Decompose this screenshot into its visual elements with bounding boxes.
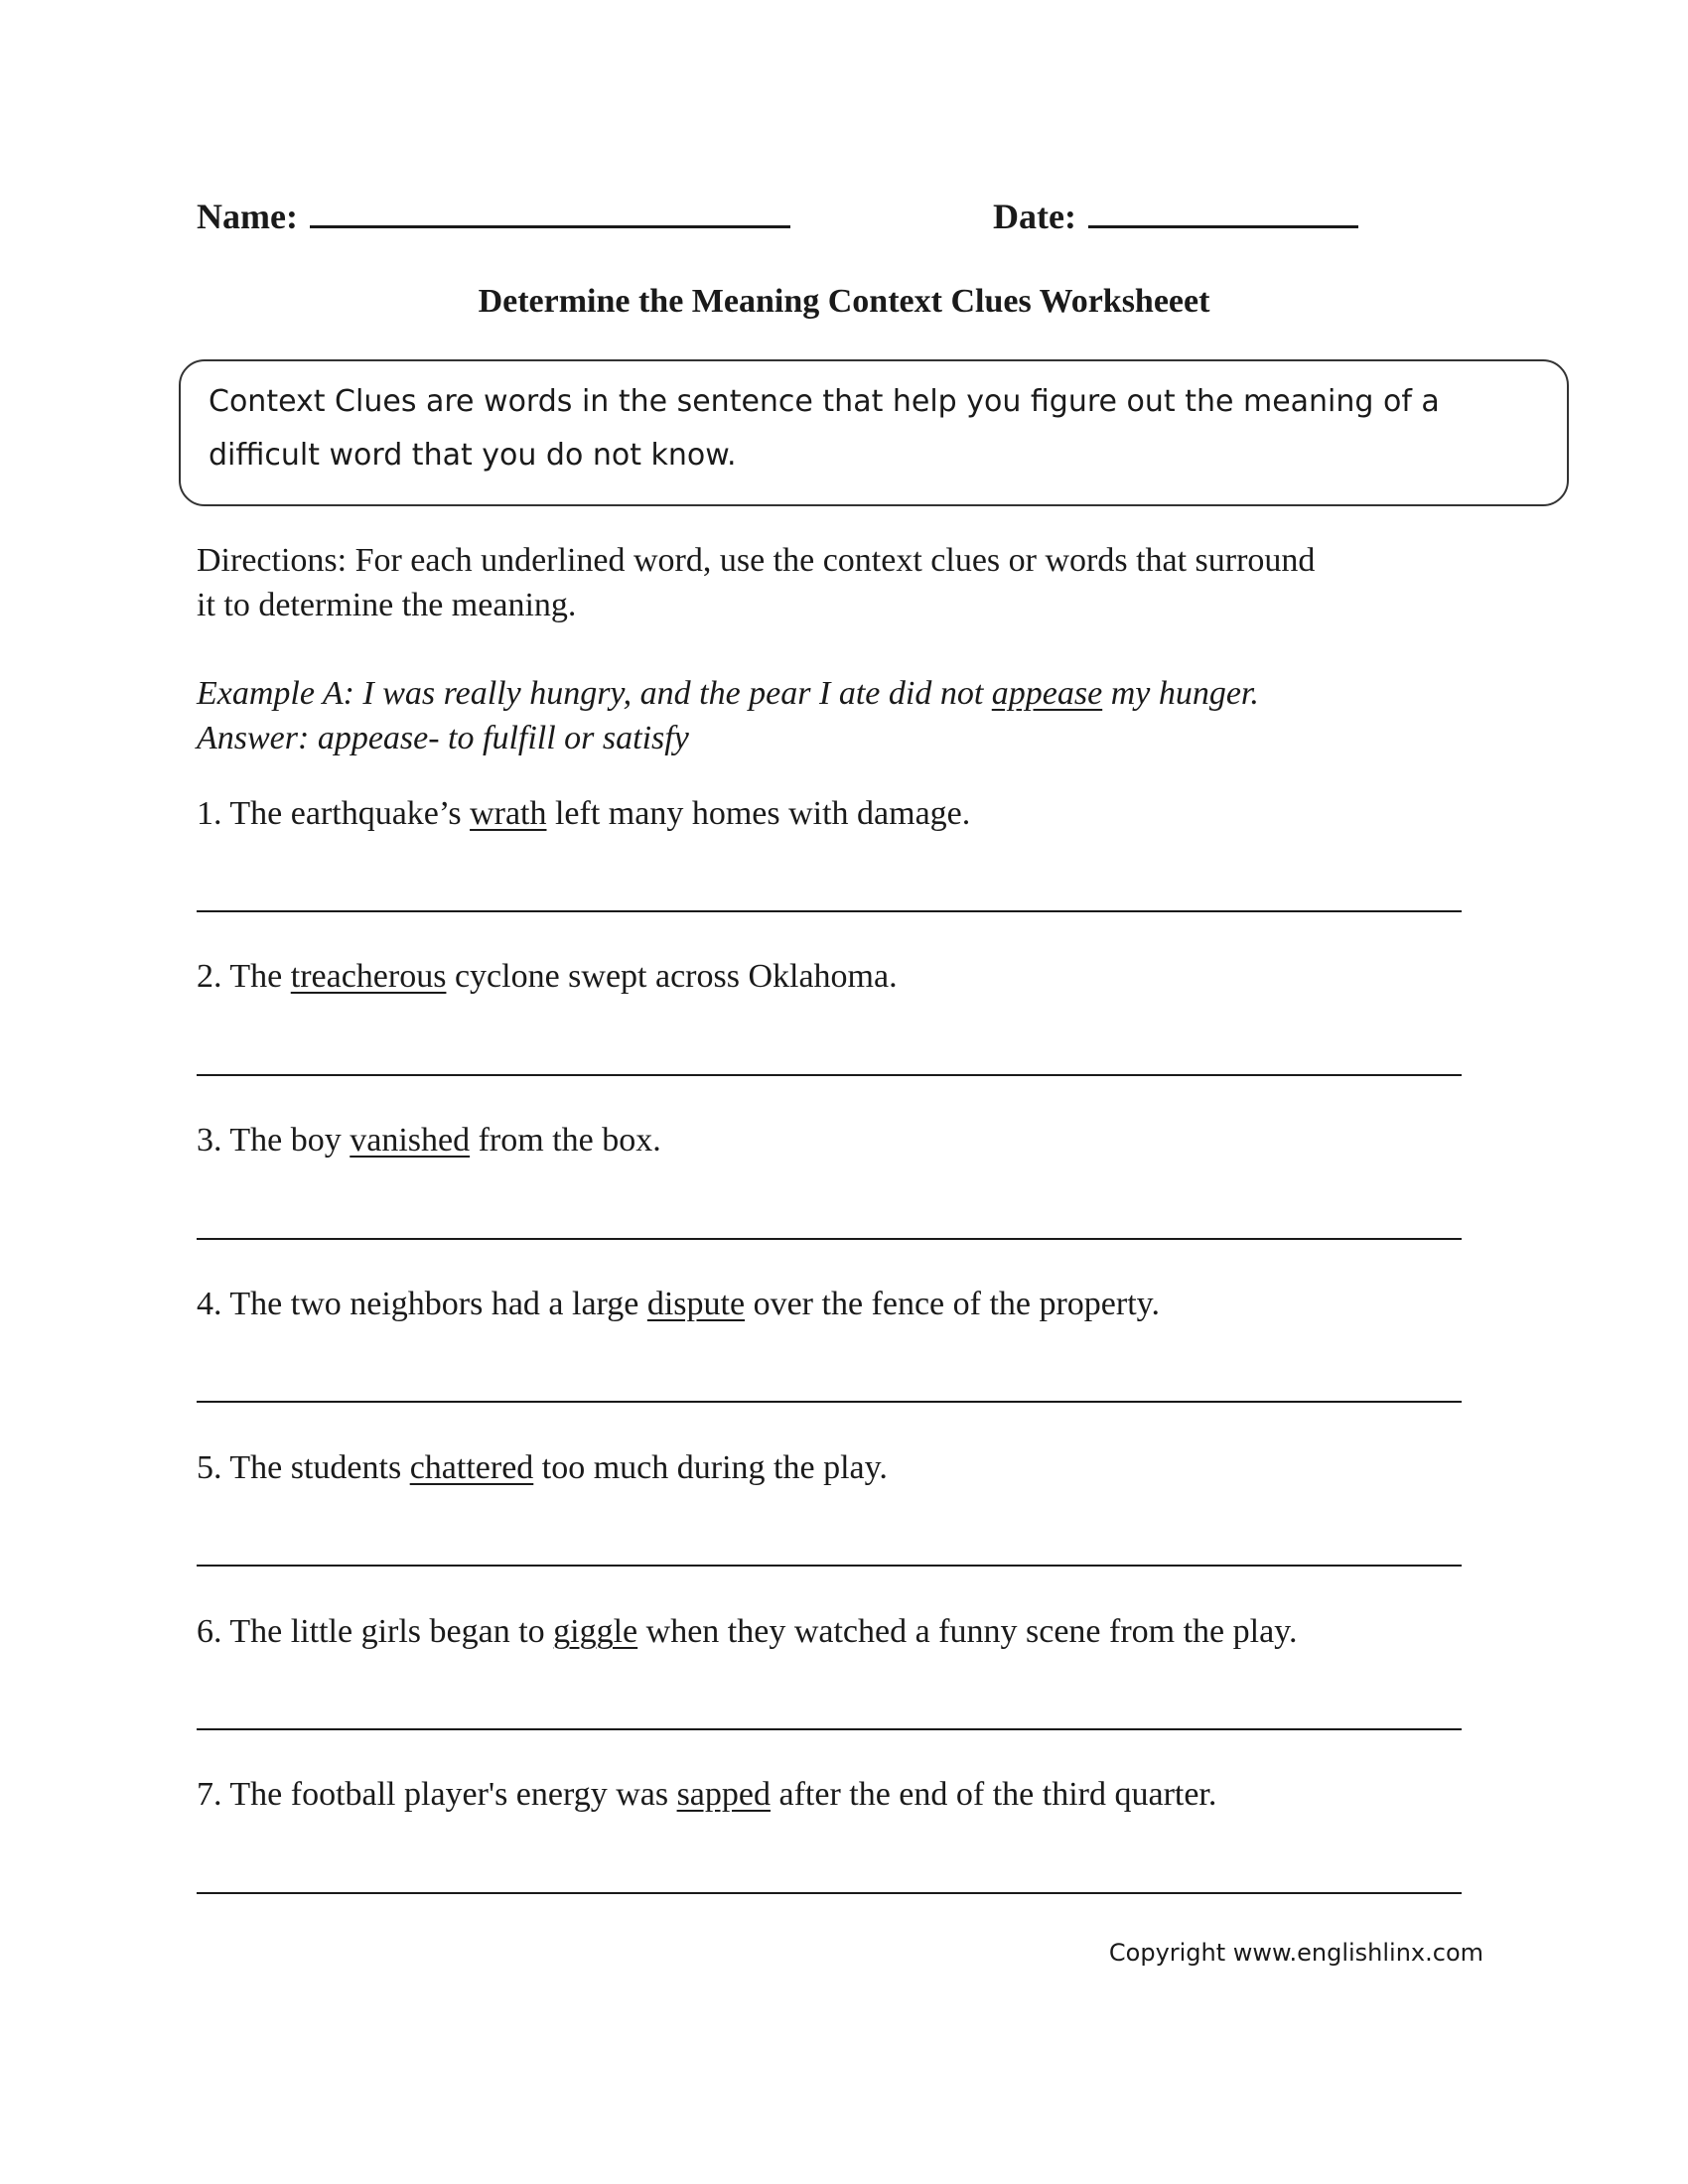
question-text: after the end of the third quarter.	[771, 1776, 1217, 1813]
directions-line-1: Directions: For each underlined word, use the context clues or words that surround	[197, 542, 1316, 579]
example-sentence	[197, 671, 1507, 716]
question-text: 5. The students	[197, 1449, 410, 1486]
underlined-word: sapped	[676, 1776, 771, 1813]
question-1	[197, 792, 1487, 836]
underlined-word: dispute	[646, 1286, 746, 1322]
example-answer: Answer: appease- to fulfill or satisfy	[197, 720, 689, 756]
underlined-word: vanished	[350, 1122, 471, 1159]
question-text: left many homes with damage.	[546, 795, 971, 832]
example-before: Example A: I was really hungry, and the pear I ate did not	[197, 675, 992, 712]
question-text: over the fence of the property.	[745, 1286, 1160, 1322]
date-label: Date:	[993, 197, 1076, 236]
definition-line-2: difficult word that you do not know.	[209, 438, 737, 473]
question-text: 6. The little girls began to	[197, 1613, 554, 1650]
example-underlined-word: appease	[991, 675, 1103, 712]
directions-line-2: it to determine the meaning.	[197, 587, 577, 623]
underlined-word: chattered	[409, 1449, 534, 1486]
date-field	[993, 195, 1358, 238]
question-text: 4. The two neighbors had a large	[197, 1286, 647, 1322]
answer-line-7[interactable]	[197, 1892, 1462, 1894]
question-text: 7. The football player's energy was	[197, 1776, 677, 1813]
definition-line-1: Context Clues are words in the sentence that help you figure out the meaning of a	[209, 384, 1440, 419]
question-2	[197, 955, 1487, 999]
question-text: 3. The boy	[197, 1122, 351, 1159]
answer-line-1[interactable]	[197, 910, 1462, 912]
question-3	[197, 1119, 1487, 1162]
name-field	[197, 195, 790, 238]
question-4	[197, 1283, 1487, 1326]
underlined-word: wrath	[470, 795, 547, 832]
question-text: from the box.	[470, 1122, 661, 1159]
question-5	[197, 1446, 1487, 1490]
underlined-word: giggle	[553, 1613, 638, 1650]
copyright-notice: Copyright www.englishlinx.com	[1108, 1939, 1483, 1967]
answer-line-3[interactable]	[197, 1238, 1462, 1240]
answer-line-6[interactable]	[197, 1728, 1462, 1730]
answer-line-4[interactable]	[197, 1401, 1462, 1403]
example-block	[197, 671, 1507, 760]
answer-line-2[interactable]	[197, 1074, 1462, 1076]
question-text: 2. The	[197, 958, 291, 995]
question-text: too much during the play.	[533, 1449, 888, 1486]
definition-box	[179, 359, 1569, 506]
question-text: when they watched a funny scene from the play.	[637, 1613, 1298, 1650]
name-label: Name:	[197, 197, 298, 236]
question-text: cyclone swept across Oklahoma.	[446, 958, 898, 995]
example-after: my hunger.	[1102, 675, 1259, 712]
question-7	[197, 1773, 1487, 1817]
directions	[197, 538, 1487, 627]
date-blank-line[interactable]	[1088, 196, 1358, 228]
question-text: 1. The earthquake’s	[197, 795, 471, 832]
answer-line-5[interactable]	[197, 1565, 1462, 1567]
worksheet-title: Determine the Meaning Context Clues Worksheeet	[478, 283, 1210, 320]
question-6	[197, 1610, 1487, 1654]
name-blank-line[interactable]	[310, 196, 790, 228]
underlined-word: treacherous	[290, 958, 447, 995]
